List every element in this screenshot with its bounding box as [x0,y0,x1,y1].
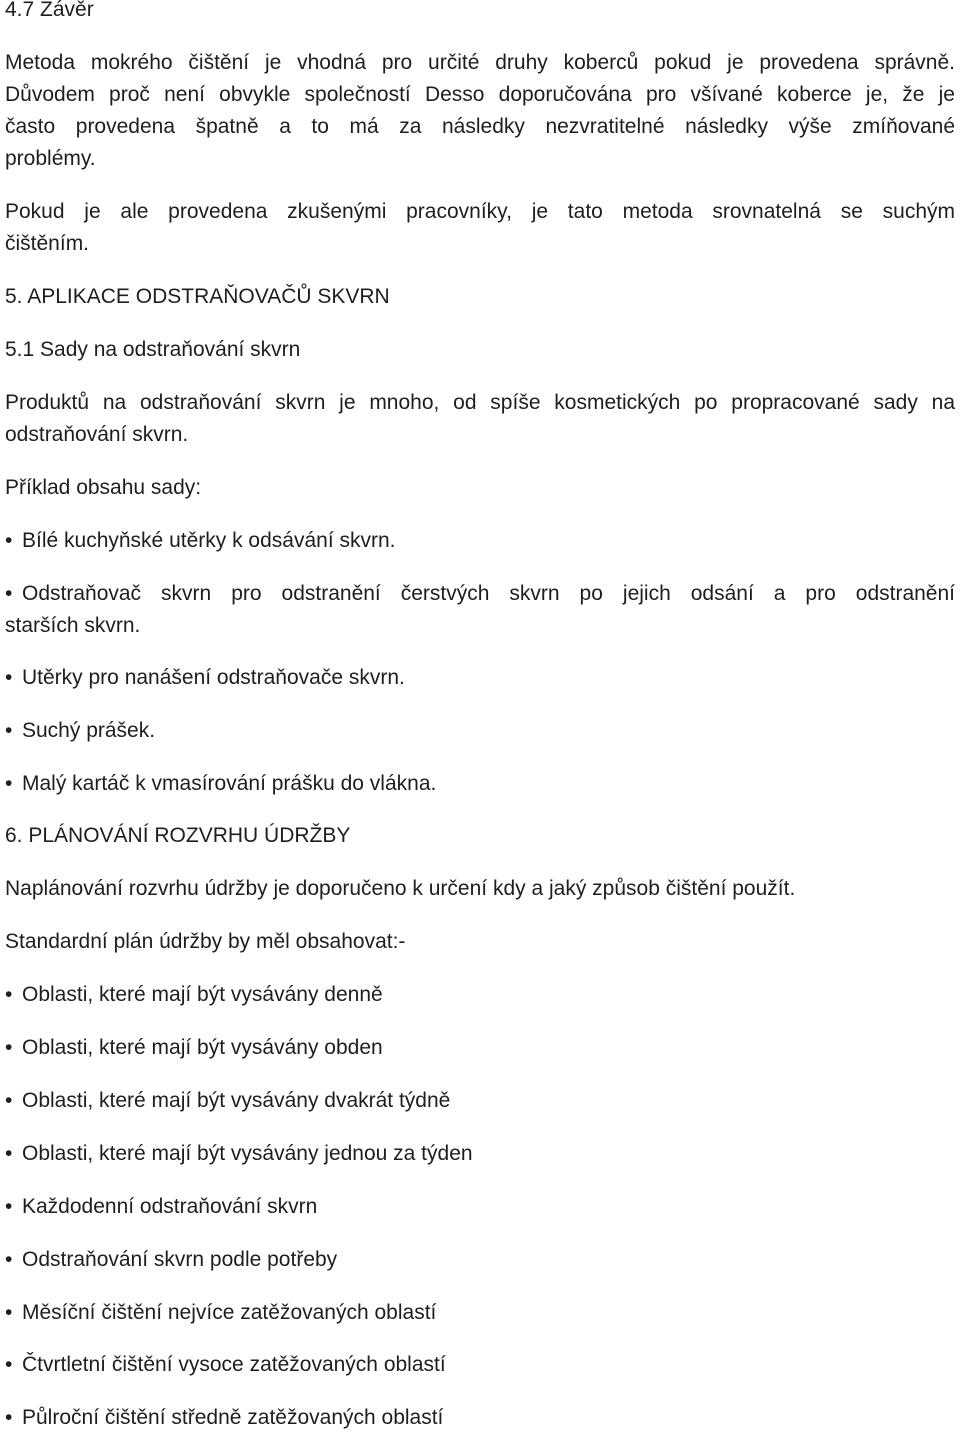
list-item-text: Každodenní odstraňování skvrn [22,1195,318,1218]
list-item-text: Utěrky pro nanášení odstraňovače skvrn. [22,666,405,689]
paragraph-line: Naplánování rozvrhu údržby je doporučeno k určení kdy a jaký způsob čištění použít. [5,877,796,900]
list-item [5,979,383,1011]
list-item-text: Suchý prášek. [22,719,156,742]
paragraph-line: Metoda mokrého čištění je vhodná pro určité druhy koberců pokud je provedena správně. [5,51,955,74]
paragraph-line: čištěním. [5,232,90,255]
section-heading-5: 5. APLIKACE ODSTRAŇOVAČŮ SKVRN [5,285,390,308]
list-item [5,1138,473,1170]
list-item-text: Odstraňování skvrn podle potřeby [22,1248,338,1271]
list-item-text: Oblasti, které mají být vysávány jednou za týden [22,1142,473,1165]
paragraph-line: odstraňování skvrn. [5,423,189,446]
list-item [5,1297,436,1329]
list-item [5,1244,337,1276]
paragraph-line: Pokud je ale provedena zkušenými pracovníky, je tato metoda srovnatelná se suchým [5,200,955,223]
bullet-icon: • [5,1089,13,1112]
list-item [5,578,955,610]
list-item-text: Oblasti, které mají být vysávány dvakrát týdně [22,1089,451,1112]
list-item [5,1349,446,1381]
bullet-icon: • [5,529,13,552]
paragraph-line: Důvodem proč není obvykle společností Desso doporučována pro všívané koberce je, že je [5,83,955,106]
bullet-icon: • [5,1036,13,1059]
list-item [5,1402,443,1434]
example-label: Příklad obsahu sady: [5,476,202,499]
bullet-icon: • [5,1301,13,1324]
subsection-heading-5-1: 5.1 Sady na odstraňování skvrn [5,338,301,361]
bullet-icon: • [5,983,13,1006]
list-item-continuation: starších skvrn. [5,614,141,637]
bullet-icon: • [5,1195,13,1218]
section-heading-4-7: 4.7 Závěr [5,0,94,21]
bullet-icon: • [5,1353,13,1376]
bullet-icon: • [5,1248,13,1271]
list-item-text: Bílé kuchyňské utěrky k odsávání skvrn. [22,529,396,552]
list-item [5,1191,317,1223]
list-item-text: Odstraňovač skvrn pro odstranění čerstvých skvrn po jejich odsání a pro odstranění [22,582,955,605]
list-item-text: Malý kartáč k vmasírování prášku do vlákna. [22,772,437,795]
list-item-text: Oblasti, které mají být vysávány denně [22,983,383,1006]
list-item-text: Oblasti, které mají být vysávány obden [22,1036,383,1059]
section-heading-6: 6. PLÁNOVÁNÍ ROZVRHU ÚDRŽBY [5,824,351,847]
paragraph-line: problémy. [5,147,96,170]
list-item [5,715,155,747]
bullet-icon: • [5,719,13,742]
bullet-icon: • [5,1406,13,1429]
bullet-icon: • [5,666,13,689]
list-item [5,1032,383,1064]
bullet-icon: • [5,772,13,795]
bullet-icon: • [5,582,13,605]
list-item [5,768,436,800]
paragraph-line: Produktů na odstraňování skvrn je mnoho, od spíše kosmetických po propracované sady na [5,391,955,414]
list-item-text: Půlroční čištění středně zatěžovaných oblastí [22,1406,444,1429]
list-item [5,662,405,694]
paragraph-line: často provedena špatně a to má za následky nezvratitelné následky výše zmíňované [5,115,955,138]
plan-label: Standardní plán údržby by měl obsahovat:- [5,930,406,953]
list-item-text: Měsíční čištění nejvíce zatěžovaných oblastí [22,1301,437,1324]
list-item [5,1085,450,1117]
list-item [5,525,396,557]
list-item-text: Čtvrtletní čištění vysoce zatěžovaných oblastí [22,1353,446,1376]
bullet-icon: • [5,1142,13,1165]
